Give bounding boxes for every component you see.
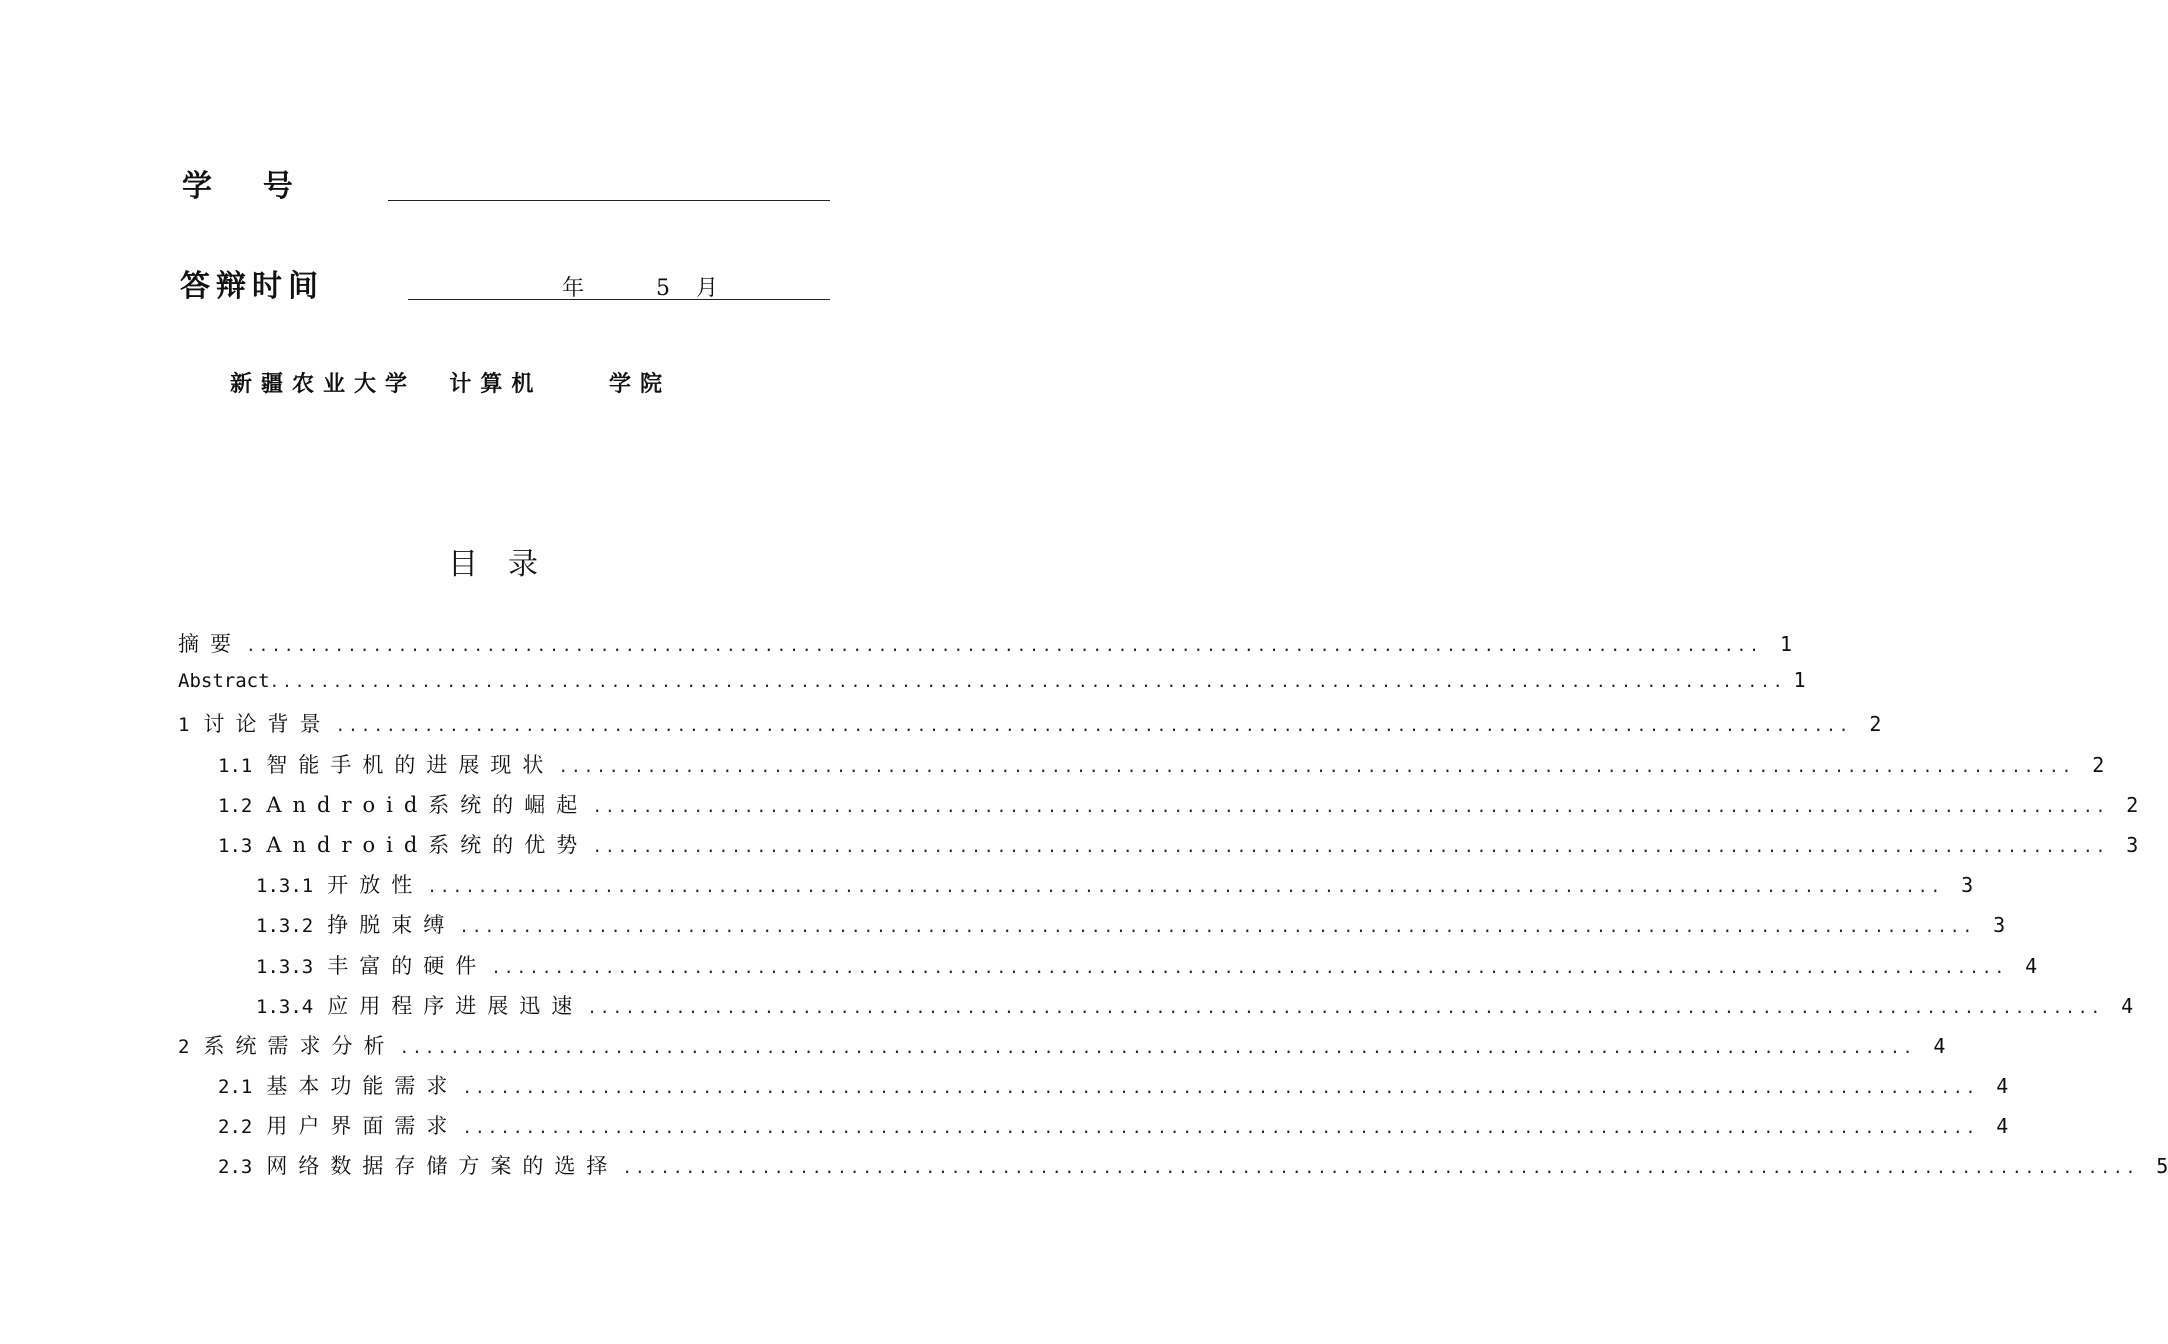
toc-entry[interactable] (178, 749, 2105, 789)
month-suffix: 月 (696, 276, 719, 301)
toc-title: 目录 (448, 547, 568, 582)
month-value: 5 (656, 276, 670, 301)
toc-entry-title: Abstract (178, 670, 270, 693)
toc-entry-title: 应用程序进展迅速 (327, 993, 584, 1018)
toc-entry[interactable] (178, 628, 1792, 668)
toc-entry-number: 1.3.1 (256, 875, 314, 898)
toc-entry[interactable] (178, 708, 1882, 748)
toc-entry-number: 1.3.3 (256, 955, 314, 978)
toc-entry[interactable] (178, 829, 2139, 869)
toc-entry[interactable] (178, 668, 1806, 708)
toc-entry[interactable] (178, 1070, 2009, 1110)
toc-entry-title: 摘要 (178, 632, 242, 656)
toc-dot-leader: ........................................................................................................................ (462, 1118, 1979, 1138)
toc-entry[interactable] (178, 1150, 2168, 1190)
toc-entry[interactable] (178, 869, 1974, 909)
toc-entry-number: 2.1 (218, 1076, 253, 1099)
toc-dot-leader: ........................................................................................................................ (622, 1158, 2139, 1178)
toc-entry-number: 1.3 (218, 834, 253, 857)
institution-name: 新疆农业大学 计算机 学院 (230, 372, 671, 397)
toc-entry-number: 1.1 (218, 754, 253, 777)
toc-entry-page: 4 (2121, 993, 2134, 1018)
toc-entry-page: 3 (1961, 873, 1974, 898)
toc-entry[interactable] (178, 1110, 2009, 1150)
toc-entry-page: 3 (2126, 832, 2139, 857)
toc-entry-page: 1 (1793, 668, 1806, 693)
toc-entry-title: 丰富的硬件 (327, 953, 488, 978)
toc-entry-number: 1.2 (218, 794, 253, 817)
student-id-underline (388, 200, 830, 201)
toc-entry-page: 4 (1996, 1074, 2009, 1099)
toc-dot-leader: ........................................................................................................................ (246, 636, 1762, 655)
defense-time-underline (408, 299, 830, 300)
toc-entry-number: 2.3 (218, 1156, 253, 1179)
toc-entry[interactable] (178, 950, 2038, 990)
toc-entry-page: 4 (1996, 1114, 2009, 1139)
toc-entry-page: 4 (2025, 953, 2038, 978)
toc-entry-number: 1 (178, 714, 190, 737)
toc-entry-title: Android系统的优势 (266, 832, 589, 857)
toc-entry[interactable] (178, 909, 2006, 949)
toc-dot-leader: ........................................................................................................................ (459, 917, 1976, 937)
toc-entry-title: 基本功能需求 (266, 1074, 459, 1099)
toc-entry-number: 2 (178, 1035, 190, 1058)
toc-entry-page: 2 (2092, 752, 2105, 777)
toc-entry[interactable] (178, 990, 2134, 1030)
toc-entry-title: 网络数据存储方案的选择 (266, 1154, 619, 1179)
toc-entry-title: 用户界面需求 (266, 1114, 459, 1139)
toc-entry-title: Android系统的崛起 (266, 792, 589, 817)
toc-entry-page: 2 (1869, 712, 1882, 737)
toc-dot-leader: ........................................................................................................................ (592, 836, 2109, 856)
year-suffix: 年 (562, 276, 585, 301)
toc-dot-leader: ........................................................................................................................ (269, 672, 1786, 692)
toc-dot-leader: ........................................................................................................................ (462, 1078, 1979, 1098)
toc-entry[interactable] (178, 789, 2139, 829)
toc-entry-number: 1.3.4 (256, 995, 314, 1018)
toc-entry-page: 5 (2156, 1154, 2168, 1179)
toc-dot-leader: ........................................................................................................................ (592, 796, 2109, 816)
toc-entry-page: 2 (2126, 792, 2139, 817)
toc-dot-leader: ........................................................................................................................ (399, 1037, 1916, 1057)
toc-entry[interactable] (178, 1030, 1946, 1070)
toc-entry-title: 智能手机的进展现状 (266, 752, 555, 777)
toc-entry-title: 挣脱束缚 (327, 913, 456, 938)
toc-dot-leader: ........................................................................................................................ (558, 756, 2075, 776)
toc-entry-page: 3 (1993, 913, 2006, 938)
toc-entry-number: 1.3.2 (256, 915, 314, 938)
toc-dot-leader: ........................................................................................................................ (335, 716, 1852, 736)
toc-entry-title: 开放性 (327, 873, 424, 898)
toc-dot-leader: ........................................................................................................................ (587, 997, 2104, 1017)
table-of-contents (178, 628, 2168, 1191)
toc-dot-leader: ........................................................................................................................ (427, 877, 1944, 897)
student-id-label: 学 号 (182, 169, 293, 204)
toc-dot-leader: ........................................................................................................................ (491, 957, 2008, 977)
defense-time-label: 答辩时间 (180, 269, 324, 304)
toc-entry-number: 2.2 (218, 1116, 253, 1139)
toc-entry-title: 系统需求分析 (203, 1033, 396, 1058)
toc-entry-page: 1 (1779, 632, 1792, 656)
toc-entry-title: 讨论背景 (203, 712, 332, 737)
toc-entry-page: 4 (1933, 1033, 1946, 1058)
